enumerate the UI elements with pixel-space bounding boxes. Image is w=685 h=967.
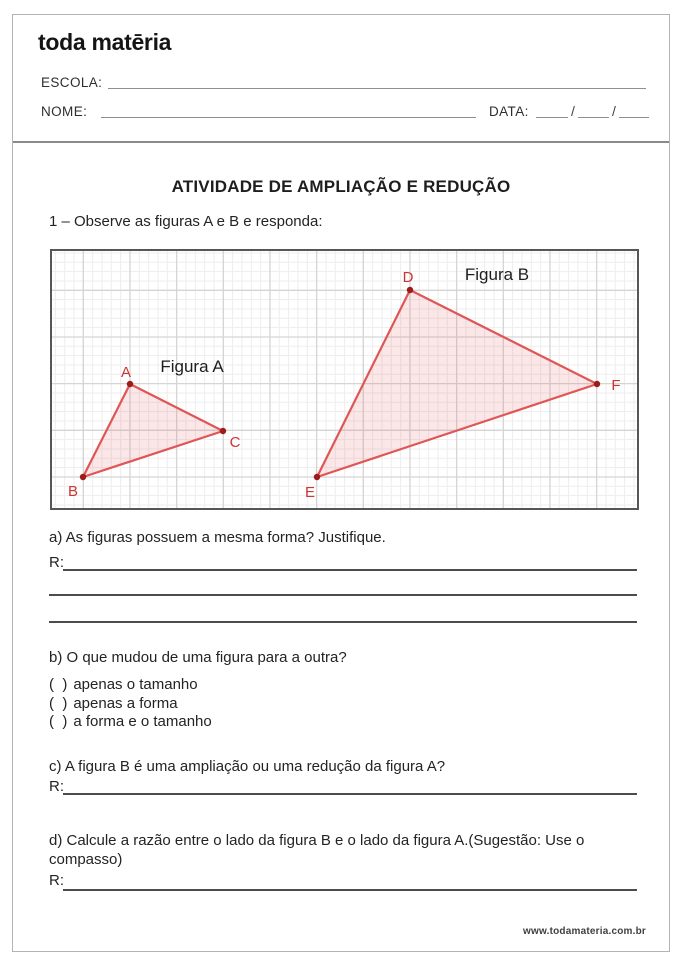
question-1-text: 1 – Observe as figuras A e B e responda: xyxy=(49,213,323,230)
answer-line[interactable] xyxy=(49,594,637,596)
date-month-line[interactable] xyxy=(578,117,609,118)
school-label: ESCOLA: xyxy=(41,75,103,90)
answer-line[interactable] xyxy=(63,889,637,891)
option-checkbox[interactable]: ( ) xyxy=(49,695,68,712)
option-row xyxy=(49,695,178,712)
answer-prefix-d: R: xyxy=(49,872,64,889)
answer-prefix-a: R: xyxy=(49,554,64,571)
brand-logo: toda matēria xyxy=(38,29,172,55)
option-row xyxy=(49,676,198,693)
school-input-line[interactable] xyxy=(108,88,646,89)
svg-text:C: C xyxy=(229,434,241,451)
name-input-line[interactable] xyxy=(101,117,476,118)
footer-url: www.todamateria.com.br xyxy=(523,926,646,937)
option-label: apenas o tamanho xyxy=(73,676,198,693)
svg-text:D: D xyxy=(402,269,414,286)
date-slash: / xyxy=(612,103,616,119)
answer-line[interactable] xyxy=(49,621,637,623)
svg-text:Figura B: Figura B xyxy=(464,265,530,284)
question-d-text: d) Calcule a razão entre o lado da figura B e o lado da figura A.(Sugestão: Use o compasso) xyxy=(49,832,585,868)
worksheet-page xyxy=(12,14,670,952)
triangles-figure xyxy=(50,249,639,510)
question-c-text: c) A figura B é uma ampliação ou uma redução da figura A? xyxy=(49,758,446,775)
answer-prefix-c: R: xyxy=(49,778,64,795)
option-checkbox[interactable]: ( ) xyxy=(49,713,68,730)
svg-text:Figura A: Figura A xyxy=(160,357,224,376)
date-slash: / xyxy=(571,103,575,119)
figure-svg xyxy=(52,251,637,508)
answer-line[interactable] xyxy=(63,569,637,571)
option-row xyxy=(49,713,212,730)
svg-text:B: B xyxy=(67,483,79,500)
question-a-text: a) As figuras possuem a mesma forma? Justifique. xyxy=(49,529,386,546)
worksheet-title: ATIVIDADE DE AMPLIAÇÃO E REDUÇÃO xyxy=(171,177,511,196)
date-label: DATA: xyxy=(489,104,529,119)
header xyxy=(13,15,669,143)
option-label: a forma e o tamanho xyxy=(73,713,212,730)
svg-text:A: A xyxy=(120,364,132,381)
option-checkbox[interactable]: ( ) xyxy=(49,676,68,693)
date-day-line[interactable] xyxy=(536,117,568,118)
date-year-line[interactable] xyxy=(619,117,649,118)
answer-line[interactable] xyxy=(63,793,637,795)
option-label: apenas a forma xyxy=(73,695,178,712)
svg-text:E: E xyxy=(304,484,316,501)
svg-text:F: F xyxy=(611,377,621,394)
question-b-text: b) O que mudou de uma figura para a outra? xyxy=(49,649,347,666)
name-label: NOME: xyxy=(41,104,88,119)
